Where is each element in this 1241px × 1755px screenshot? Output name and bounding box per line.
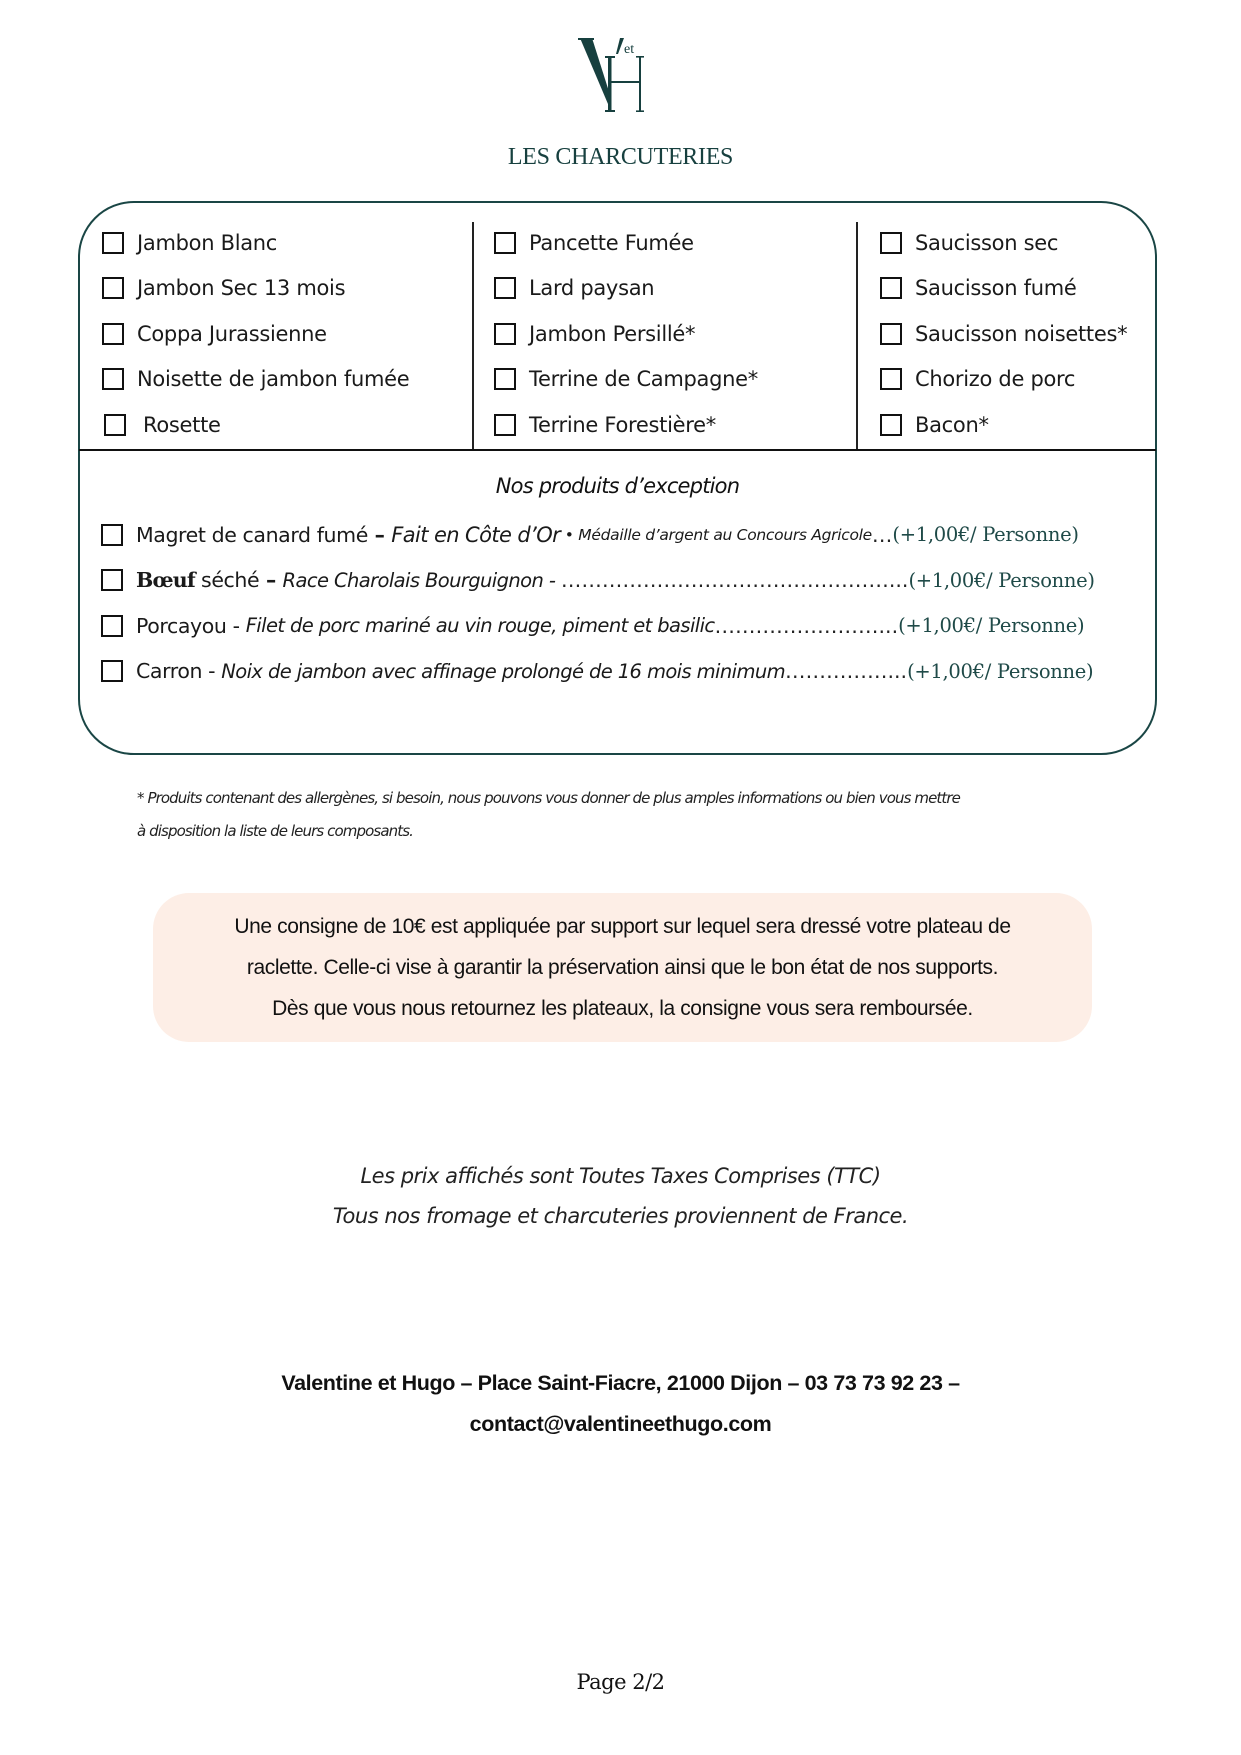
checkbox[interactable] [494, 323, 516, 345]
pricing-note-line: Tous nos fromage et charcuteries proviennent de France. [332, 1204, 909, 1228]
price-supplement: (+1,00€/ Personne) [898, 614, 1085, 638]
checkbox[interactable] [494, 414, 516, 436]
logo-conjunction: et [624, 42, 635, 57]
product-item[interactable] [494, 266, 758, 312]
product-item[interactable] [494, 402, 758, 448]
column-divider [472, 222, 474, 449]
checkbox[interactable] [494, 277, 516, 299]
dot-leader: ……………………... [714, 613, 899, 638]
price-supplement: (+1,00€/ Personne) [892, 523, 1079, 547]
checkbox[interactable] [494, 368, 516, 390]
product-label: Terrine de Campagne* [529, 367, 758, 392]
product-item[interactable] [494, 357, 758, 403]
price-supplement: (+1,00€/ Personne) [908, 568, 1095, 592]
separator: – [259, 568, 283, 593]
pricing-note-line: Les prix affichés sont Toutes Taxes Comprises (TTC) [360, 1164, 881, 1188]
section-title: LES CHARCUTERIES [507, 144, 734, 170]
product-label: Saucisson fumé [915, 276, 1077, 301]
separator: - [226, 613, 246, 638]
pricing-note [0, 1156, 1241, 1236]
product-item[interactable] [880, 220, 1127, 266]
product-label: Terrine Forestière* [529, 412, 716, 437]
product-label: Jambon Blanc [137, 230, 278, 255]
product-item[interactable] [494, 311, 758, 357]
separator: - [202, 659, 222, 684]
dot-leader: …………………………………………... [560, 568, 909, 593]
dot-leader: ……………... [785, 659, 908, 684]
price-supplement: (+1,00€/ Personne) [907, 659, 1094, 683]
product-description: Noix de jambon avec affinage prolongé de 16 mois minimum [221, 659, 785, 683]
dot-leader: … [871, 522, 893, 547]
product-column-3 [880, 220, 1127, 448]
checkbox[interactable] [880, 232, 902, 254]
product-item[interactable] [102, 402, 409, 448]
exception-item[interactable] [101, 512, 1151, 558]
checkbox[interactable] [880, 323, 902, 345]
award-note: • Médaille d’argent au Concours Agricole [560, 525, 872, 544]
checkbox[interactable] [104, 414, 126, 436]
product-item[interactable] [102, 266, 409, 312]
column-divider [856, 222, 858, 449]
product-label: Lard paysan [529, 276, 655, 301]
product-item[interactable] [880, 357, 1127, 403]
product-item[interactable] [880, 266, 1127, 312]
exception-section-title: Nos produits d’exception [495, 474, 740, 498]
checkbox[interactable] [880, 277, 902, 299]
exception-product-list [101, 512, 1151, 694]
email-link[interactable]: contact@valentineethugo.com [469, 1412, 772, 1436]
contact-info [0, 1363, 1241, 1445]
checkbox[interactable] [101, 660, 123, 682]
product-item[interactable] [102, 357, 409, 403]
deposit-line: raclette. Celle-ci vise à garantir la préservation ainsi que le bon état de nos supports. [246, 956, 999, 979]
product-name-bold: Bœuf [136, 568, 195, 593]
checkbox[interactable] [880, 368, 902, 390]
product-label: Chorizo de porc [915, 367, 1076, 392]
checkbox[interactable] [102, 368, 124, 390]
page-number: Page 2/2 [576, 1670, 665, 1694]
checkbox[interactable] [102, 232, 124, 254]
product-item[interactable] [102, 220, 409, 266]
deposit-notice [153, 893, 1092, 1042]
product-item[interactable] [880, 311, 1127, 357]
checkbox[interactable] [101, 615, 123, 637]
checkbox[interactable] [101, 524, 123, 546]
section-divider [79, 449, 1156, 451]
checkbox[interactable] [101, 569, 123, 591]
product-label: Saucisson noisettes* [915, 321, 1128, 346]
deposit-line: Une consigne de 10€ est appliquée par support sur lequel sera dressé votre plateau de [234, 915, 1011, 938]
brand-logo [578, 34, 668, 120]
footnote-line: * Produits contenant des allergènes, si besoin, nous pouvons vous donner de plus amples informations ou bien vous mettre [137, 789, 960, 807]
product-description: Race Charolais Bourguignon - [282, 568, 561, 592]
separator: – [367, 522, 392, 547]
product-label: Pancette Fumée [529, 230, 694, 255]
product-label: Coppa Jurassienne [137, 321, 327, 346]
footnote-line: à disposition la liste de leurs composants. [137, 822, 413, 840]
product-item[interactable] [494, 220, 758, 266]
product-item[interactable] [102, 311, 409, 357]
vh-monogram-icon [578, 34, 668, 120]
product-name: Porcayou [136, 613, 227, 638]
product-label: Jambon Sec 13 mois [137, 276, 346, 301]
product-label: Jambon Persillé* [529, 321, 696, 346]
product-name: Carron [136, 659, 203, 684]
exception-item[interactable] [101, 558, 1151, 604]
checkbox[interactable] [102, 277, 124, 299]
checkbox[interactable] [494, 232, 516, 254]
exception-item[interactable] [101, 649, 1151, 695]
product-label: Noisette de jambon fumée [137, 367, 410, 392]
deposit-line: Dès que vous nous retournez les plateaux, la consigne vous sera remboursée. [272, 997, 973, 1020]
product-item[interactable] [880, 402, 1127, 448]
product-column-1 [102, 220, 409, 448]
product-description: Fait en Côte d’Or [391, 522, 561, 547]
exception-item[interactable] [101, 603, 1151, 649]
product-name-rest: séché [194, 568, 260, 593]
checkbox[interactable] [102, 323, 124, 345]
checkbox[interactable] [880, 414, 902, 436]
product-label: Saucisson sec [915, 230, 1059, 255]
address-line: Valentine et Hugo – Place Saint-Fiacre, 21000 Dijon – 03 73 73 92 23 – [281, 1371, 960, 1395]
product-label: Rosette [143, 412, 221, 437]
product-name: Magret de canard fumé [136, 522, 368, 547]
allergen-footnote [137, 782, 1127, 848]
product-column-2 [494, 220, 758, 448]
product-label: Bacon* [915, 412, 989, 437]
product-description: Filet de porc mariné au vin rouge, piment et basilic [245, 614, 715, 638]
product-name [136, 568, 259, 592]
